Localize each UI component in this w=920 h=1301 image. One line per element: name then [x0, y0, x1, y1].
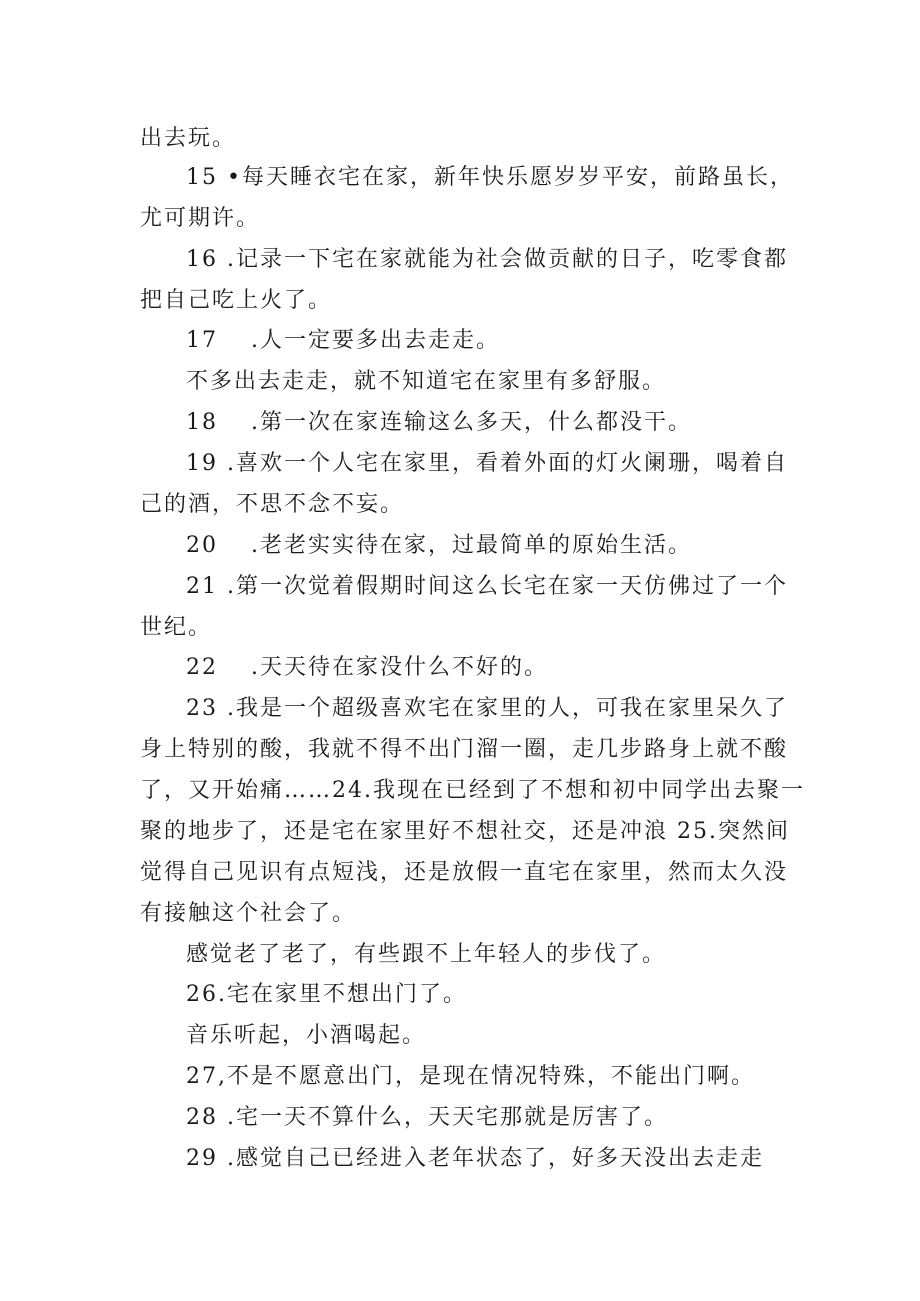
text-line: 觉得自己见识有点短浅，还是放假一直宅在家里，然而太久没 — [140, 860, 789, 885]
text-line: 出去玩。 — [140, 126, 237, 151]
text-line: 世纪。 — [140, 615, 213, 640]
text-line: 身上特别的酸，我就不得不出门溜一圈，走几步路身上就不酸 — [140, 737, 789, 762]
text-line: 15 •每天睡衣宅在家，新年快乐愿岁岁平安，前路虽长， — [186, 165, 794, 190]
text-line: 29 .感觉自己已经进入老年状态了，好多天没出去走走 — [186, 1146, 764, 1171]
text-line: 21 .第一次觉着假期时间这么长宅在家一天仿佛过了一个 — [186, 574, 788, 599]
text-line: 20 .老老实实待在家，过最简单的原始生活。 — [186, 533, 692, 558]
text-line: 有接触这个社会了。 — [140, 901, 357, 926]
text-line: 了，又开始痛……24.我现在已经到了不想和初中同学出去聚一 — [140, 778, 805, 803]
text-line: 尤可期许。 — [140, 206, 261, 231]
text-line: 16 .记录一下宅在家就能为社会做贡献的日子，吃零食都 — [186, 247, 788, 272]
text-line: 18 .第一次在家连输这么多天，什么都没干。 — [186, 410, 692, 435]
text-line: 聚的地步了，还是宅在家里好不想社交，还是冲浪 25.突然间 — [140, 819, 790, 844]
text-line: 28 .宅一天不算什么，天天宅那就是厉害了。 — [186, 1105, 668, 1130]
text-line: 22 .天天待在家没什么不好的。 — [186, 655, 548, 680]
text-line: 27,不是不愿意出门，是现在情况特殊，不能出门啊。 — [186, 1064, 755, 1089]
text-line: 把自己吃上火了。 — [140, 288, 333, 313]
text-line: 不多出去走走，就不知道宅在家里有多舒服。 — [186, 369, 667, 394]
text-line: 音乐听起，小酒喝起。 — [186, 1023, 427, 1048]
text-line: 19 .喜欢一个人宅在家里，看着外面的灯火阑珊，喝着自 — [186, 451, 788, 476]
text-line: 感觉老了老了，有些跟不上年轻人的步伐了。 — [186, 942, 667, 967]
text-line: 己的酒，不思不念不妄。 — [140, 492, 405, 517]
text-line: 26.宅在家里不想出门了。 — [186, 982, 467, 1007]
text-line: 23 .我是一个超级喜欢宅在家里的人，可我在家里呆久了 — [186, 696, 788, 721]
text-line: 17 .人一定要多出去走走。 — [186, 328, 500, 353]
